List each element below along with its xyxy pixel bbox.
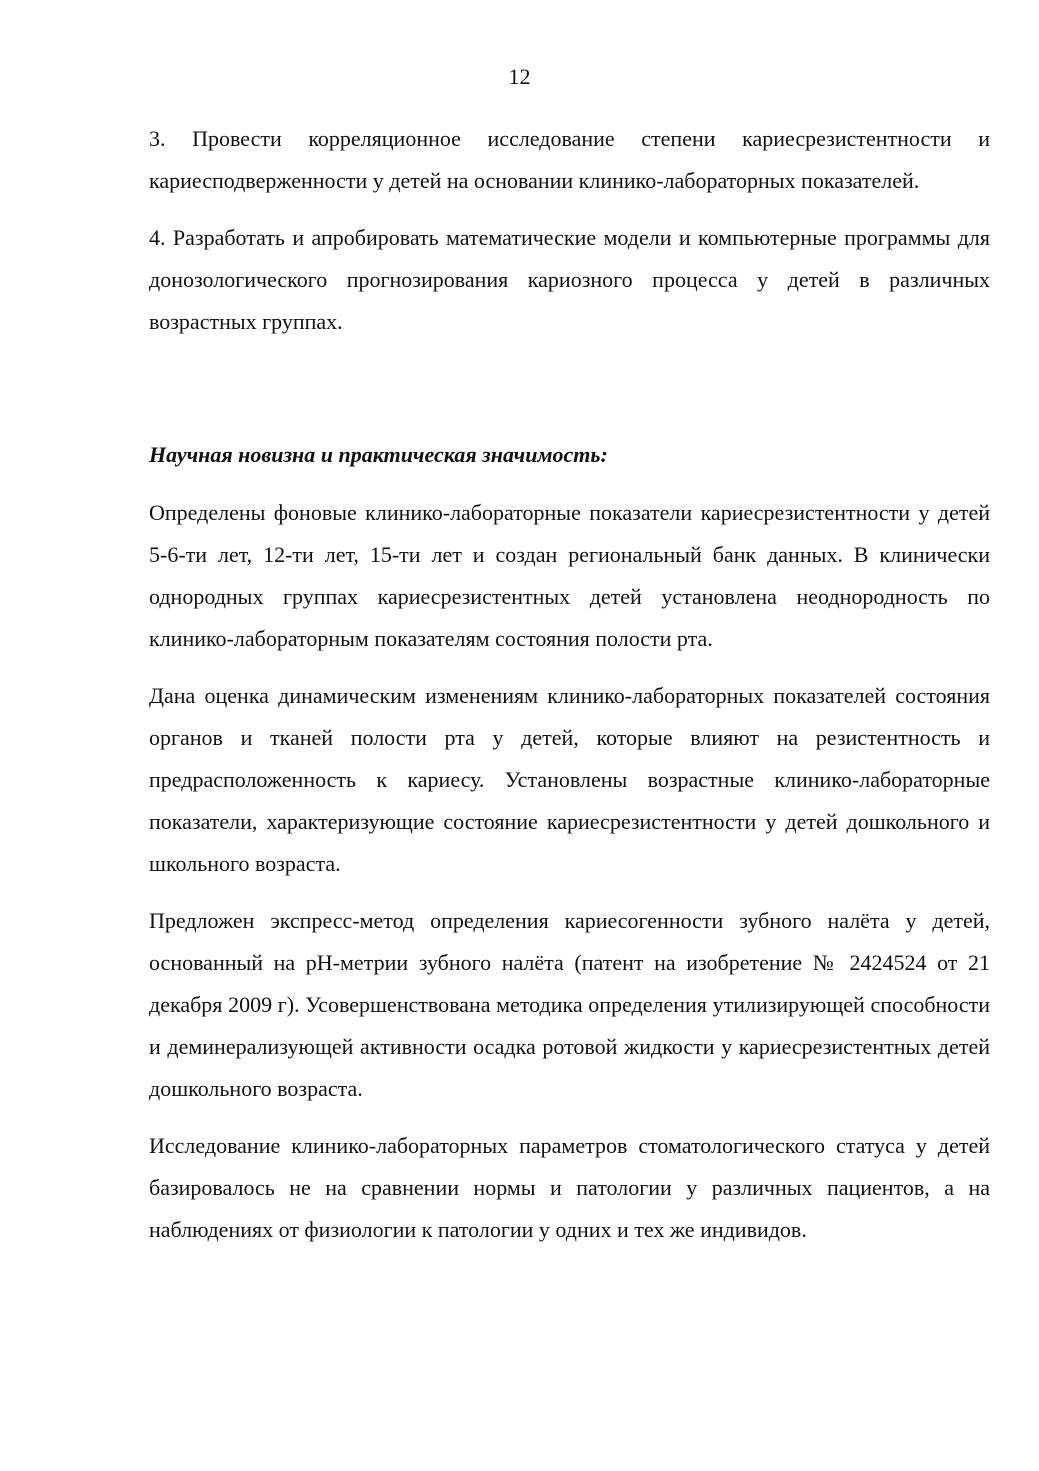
page-number: 12 — [508, 64, 531, 89]
paragraph: Предложен экспресс-метод определения кариесогенности зубного налёта у детей, основанный на pH-метрии зубного налёта (патент на изобретение № 2424524 от 21 декабря 2009 г). Усовершенствована методика определения утилизирующей способности и деминерализующей активности осадка ротовой жидкости у кариесрезистентных детей дошкольного возраста. — [149, 908, 990, 1101]
task-item-3: 3. Провести корреляционное исследование степени кариесрезистентности и кариесподверженности у детей на основании клинико-лабораторных показателей. — [149, 126, 990, 193]
task-item-4: 4. Разработать и апробировать математические модели и компьютерные программы для донозологического прогнозирования кариозного процесса у детей в различных возрастных группах. — [149, 225, 990, 334]
paragraph: Исследование клинико-лабораторных параметров стоматологического статуса у детей базировалось не на сравнении нормы и патологии у различных пациентов, а на наблюдениях от физиологии к патологии у одних и тех же индивидов. — [149, 1133, 990, 1242]
paragraph: Дана оценка динамическим изменениям клинико-лабораторных показателей состояния органов и тканей полости рта у детей, которые влияют на резистентность и предрасположенность к кариесу. Установлены возрастные клинико-лабораторные показатели, характеризующие состояние кариесрезистентности у детей дошкольного и школьного возраста. — [149, 683, 990, 876]
paragraph: Определены фоновые клинико-лабораторные показатели кариесрезистентности у детей 5-6-ти лет, 12-ти лет, 15-ти лет и создан региональный банк данных. В клинически однородных группах кариесрезистентных детей установлена неоднородность по клинико-лабораторным показателям состояния полости рта. — [149, 500, 990, 651]
page-content — [149, 118, 990, 1266]
section-heading: Научная новизна и практическая значимость: — [149, 442, 608, 467]
section-spacer — [149, 358, 990, 434]
